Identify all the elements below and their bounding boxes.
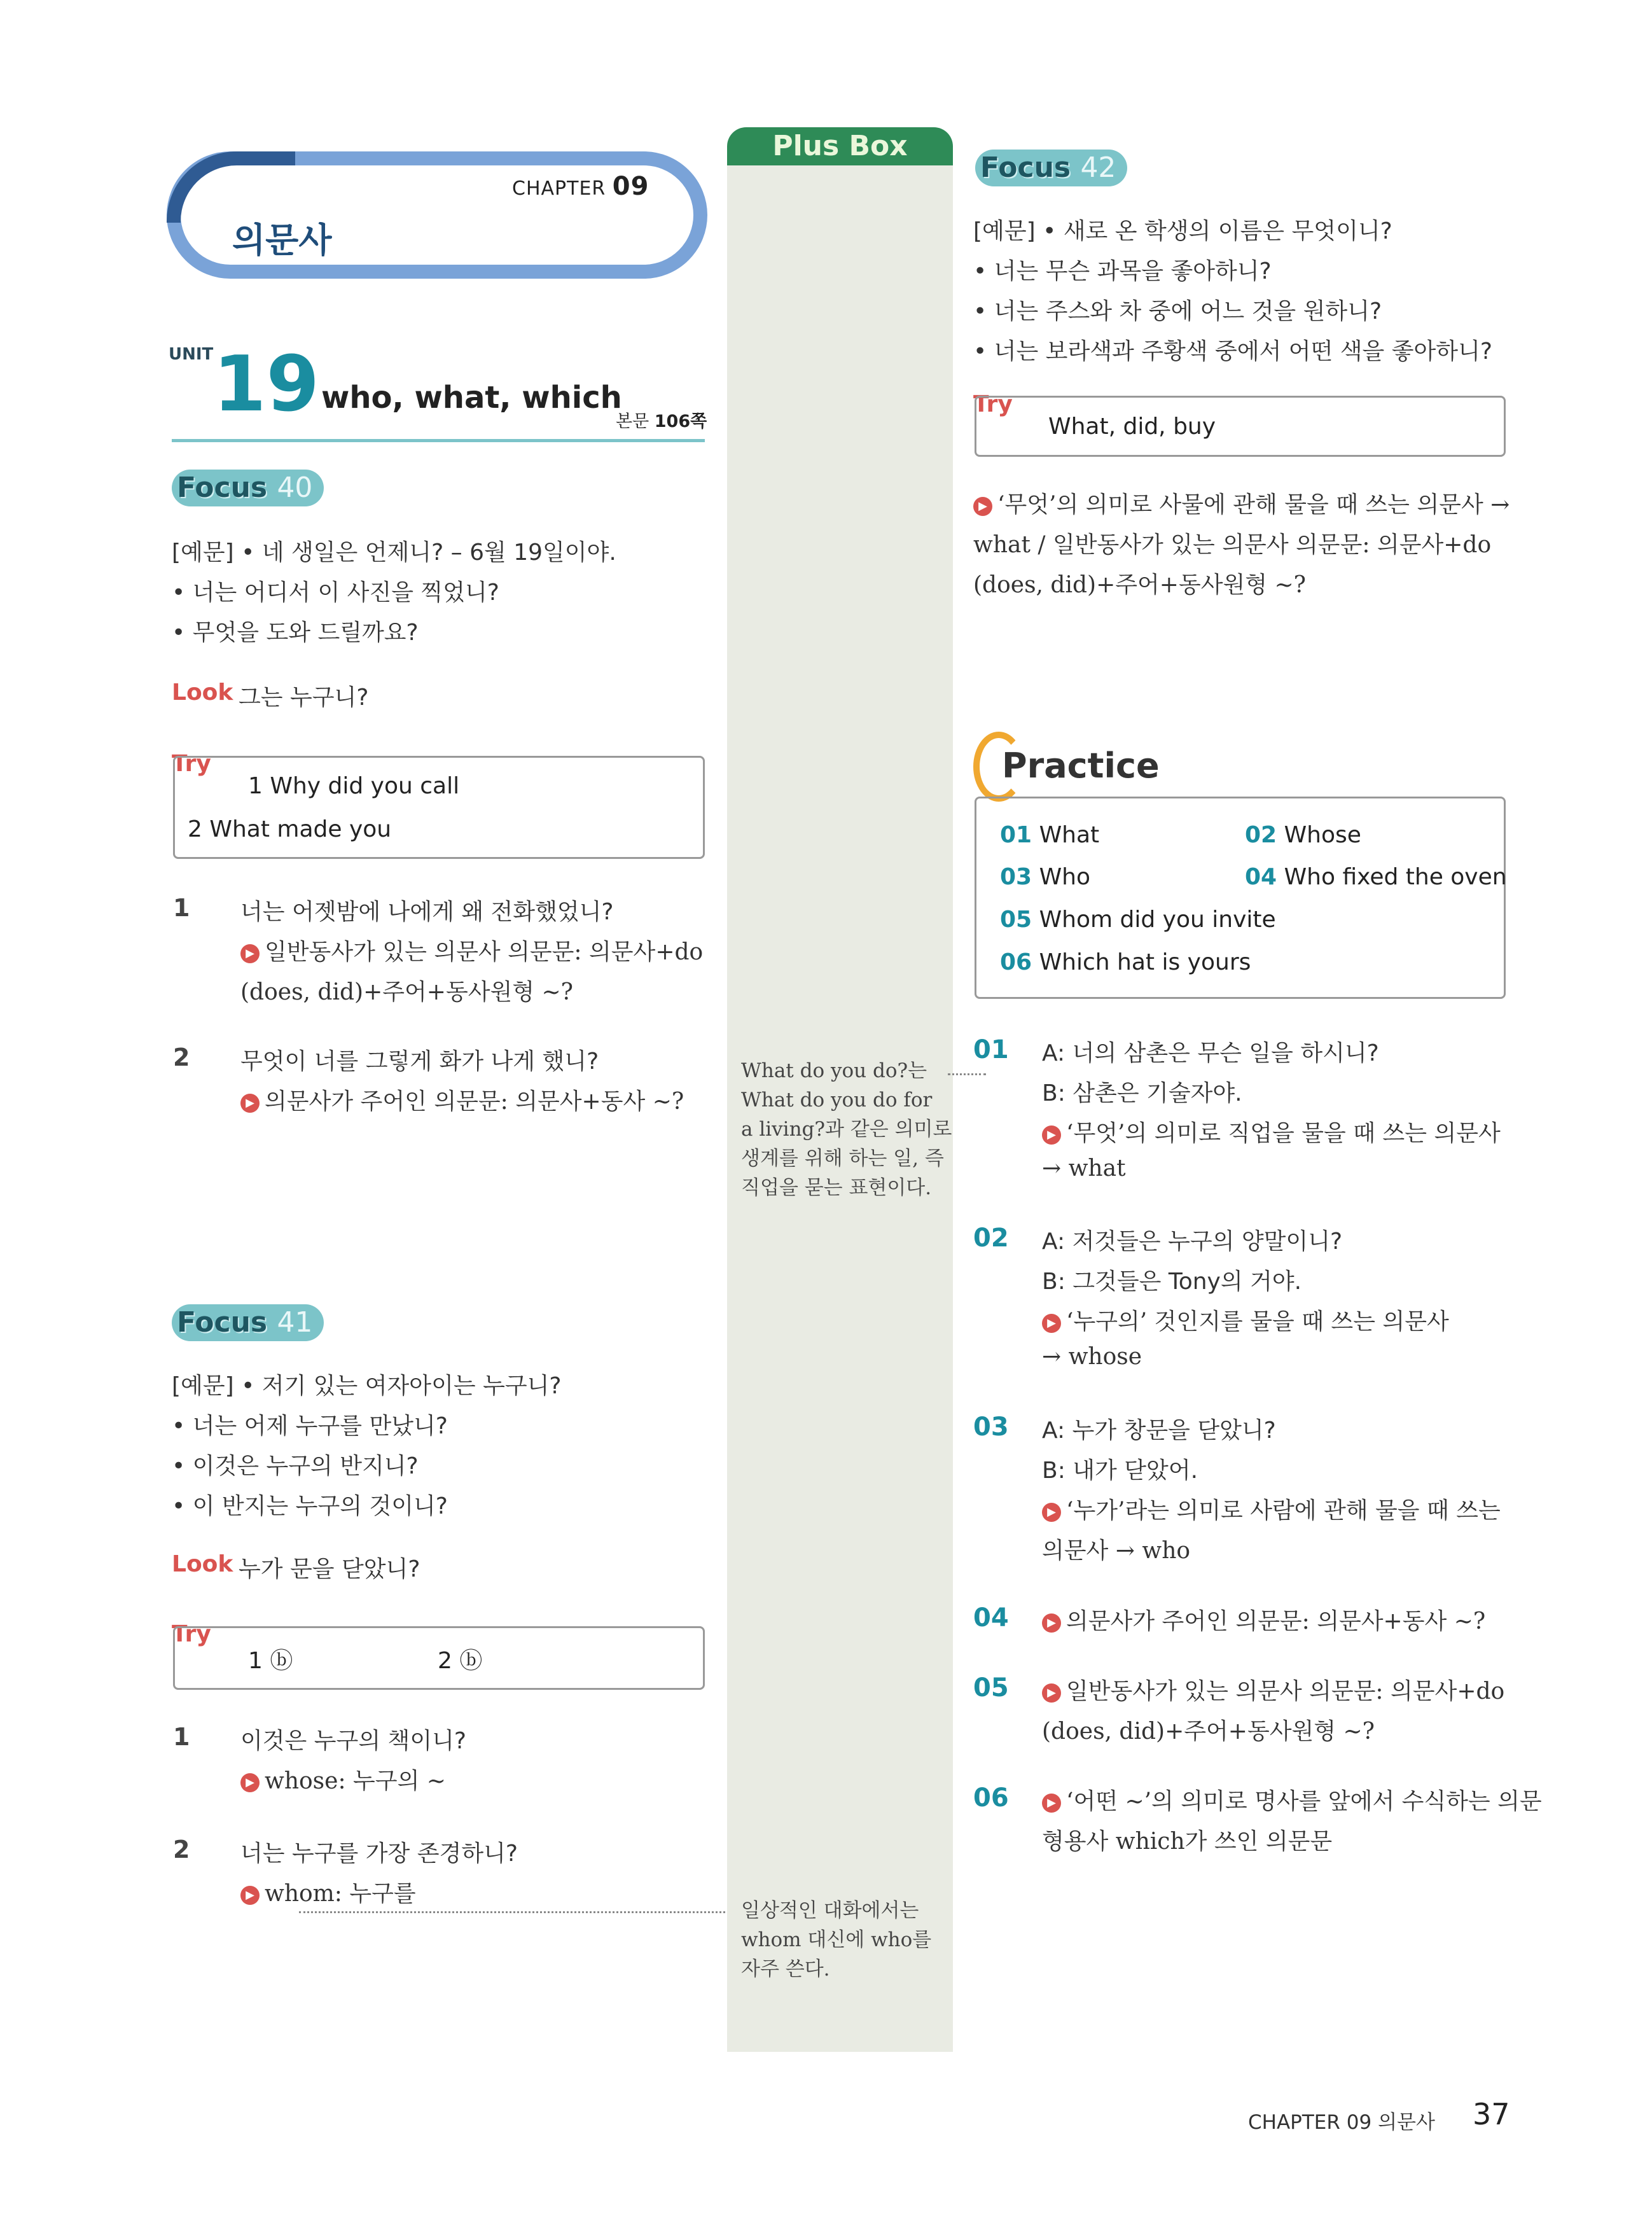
focus-41-example-3: • 이것은 누구의 반지니? — [172, 1453, 419, 1479]
unit-number: 19 — [213, 340, 319, 429]
focus-42-example-4: • 너는 보라색과 주황색 중에서 어떤 색을 좋아하니? — [973, 338, 1492, 365]
explanation-02-line-2: B: 그것들은 Tony의 거야. — [1042, 1269, 1302, 1295]
unit-underline — [172, 439, 705, 442]
explanation-04-line-1: ▶ 의문사가 주어인 의문문: 의문사+동사 ~? — [1042, 1603, 1485, 1636]
focus-41-item-2-question: 너는 누구를 가장 존경하니? — [240, 1841, 518, 1867]
focus-42-note-3: (does, did)+주어+동사원형 ~? — [973, 572, 1306, 598]
explanation-03-line-1: A: 누가 창문을 닫았니? — [1042, 1418, 1276, 1444]
explanation-02-line-3: ▶ ‘누구의’ 것인지를 물을 때 쓰는 의문사 — [1042, 1304, 1449, 1336]
focus-42-try-text: What, did, buy — [1048, 414, 1216, 440]
focus-40-try-2: 2 What made you — [188, 816, 392, 842]
explanation-03-line-3: ▶ ‘누가’라는 의미로 사람에 관해 물을 때 쓰는 — [1042, 1493, 1501, 1525]
focus-41-example-2: • 너는 어제 누구를 만났니? — [172, 1413, 448, 1439]
focus-41-try-2: 2 ⓑ — [438, 1648, 483, 1674]
focus-41-tag: Focus 41 — [172, 1304, 324, 1341]
focus-41-item-1-note: ▶ whose: 누구의 ~ — [240, 1763, 446, 1795]
arrow-icon: ▶ — [1042, 1314, 1061, 1333]
focus-41-item-1-number: 1 — [173, 1723, 190, 1751]
focus-40-example-3: • 무엇을 도와 드릴까요? — [172, 620, 419, 646]
focus-40-try-box — [173, 756, 705, 859]
arrow-icon: ▶ — [1042, 1125, 1061, 1145]
focus-41-look-text: 누가 문을 닫았니? — [239, 1556, 420, 1582]
focus-40-tag: Focus 40 — [172, 470, 324, 506]
explanation-02-number: 02 — [973, 1223, 1009, 1253]
plus-note-1-connector — [948, 1073, 986, 1075]
focus-40-try-1: 1 Why did you call — [248, 773, 460, 799]
explanation-01-line-4: → what — [1042, 1155, 1126, 1181]
arrow-icon: ▶ — [1042, 1613, 1061, 1633]
explanation-05-line-2: (does, did)+주어+동사원형 ~? — [1042, 1718, 1375, 1745]
explanation-02-line-1: A: 저것들은 누구의 양말이니? — [1042, 1229, 1343, 1255]
focus-41-item-1-question: 이것은 누구의 책이니? — [240, 1728, 466, 1754]
practice-answer-04: 04 Who fixed the oven — [1245, 864, 1507, 890]
focus-40-item-2-number: 2 — [173, 1043, 190, 1071]
focus-42-tag: Focus 42 — [975, 150, 1127, 186]
arrow-icon: ▶ — [240, 1094, 260, 1113]
explanation-01-line-3: ▶ ‘무엇’의 의미로 직업을 물을 때 쓰는 의문사 — [1042, 1115, 1501, 1148]
focus-40-look-label: Look — [172, 679, 233, 706]
arrow-icon: ▶ — [1042, 1503, 1061, 1522]
whom-note-connector — [299, 1911, 725, 1913]
practice-answer-03: 03 Who — [1000, 864, 1090, 890]
focus-42-example-3: • 너는 주스와 차 중에 어느 것을 원하니? — [973, 298, 1382, 324]
focus-41-try-label: Try — [172, 1621, 211, 1647]
focus-40-item-1-note: ▶ 일반동사가 있는 의문사 의문문: 의문사+do — [240, 934, 703, 966]
explanation-06-line-1: ▶ ‘어떤 ~’의 의미로 명사를 앞에서 수식하는 의문 — [1042, 1783, 1542, 1816]
explanation-05-number: 05 — [973, 1673, 1009, 1703]
arrow-icon: ▶ — [1042, 1794, 1061, 1813]
unit-page-ref: 본문 106쪽 — [616, 412, 707, 431]
focus-42-note-2: what / 일반동사가 있는 의문사 의문문: 의문사+do — [973, 532, 1492, 558]
footer-page-number: 37 — [1473, 2097, 1510, 2131]
focus-40-item-2-question: 무엇이 너를 그렇게 화가 나게 했니? — [240, 1049, 599, 1075]
practice-answer-02: 02 Whose — [1245, 822, 1361, 848]
focus-41-item-2-note: ▶ whom: 누구를 — [240, 1876, 416, 1908]
practice-answer-06: 06 Which hat is yours — [1000, 949, 1251, 975]
explanation-02-line-4: → whose — [1042, 1344, 1142, 1370]
focus-40-try-label: Try — [172, 751, 211, 777]
plus-note-1: What do you do?는 What do you do for a living?과 같은 의미로 생계를 위해 하는 일, 즉 직업을 묻는 표현이다. — [741, 1059, 952, 1199]
arrow-icon: ▶ — [1042, 1683, 1061, 1703]
focus-40-item-1-note-cont: (does, did)+주어+동사원형 ~? — [240, 979, 573, 1005]
focus-42-note-1: ▶ ‘무엇’의 의미로 사물에 관해 물을 때 쓰는 의문사 → — [973, 487, 1510, 519]
explanation-03-line-4: 의문사 → who — [1042, 1538, 1191, 1564]
focus-40-look-text: 그는 누구니? — [239, 685, 369, 711]
practice-answer-01: 01 What — [1000, 822, 1100, 848]
arrow-icon: ▶ — [973, 497, 992, 516]
footer-chapter: CHAPTER 09 의문사 — [1248, 2111, 1435, 2134]
focus-42-example-1: [예문] • 새로 온 학생의 이름은 무엇이니? — [973, 218, 1392, 244]
chapter-title: 의문사 — [232, 220, 332, 260]
focus-42-try-label: Try — [973, 391, 1013, 417]
focus-42-example-2: • 너는 무슨 과목을 좋아하니? — [973, 258, 1272, 284]
plus-note-2: 일상적인 대화에서는 whom 대신에 who를 자주 쓴다. — [741, 1899, 932, 1981]
focus-41-example-1: [예문] • 저기 있는 여자아이는 누구니? — [172, 1373, 562, 1399]
unit-title: who, what, which — [321, 380, 622, 415]
focus-40-item-1-question: 너는 어젯밤에 나에게 왜 전화했었니? — [240, 899, 614, 925]
focus-41-try-1: 1 ⓑ — [248, 1648, 293, 1674]
chapter-label: CHAPTER 09 — [512, 172, 649, 201]
explanation-01-number: 01 — [973, 1035, 1009, 1064]
focus-40-item-2-note: ▶ 의문사가 주어인 의문문: 의문사+동사 ~? — [240, 1084, 684, 1116]
practice-title: Practice — [1002, 746, 1160, 786]
focus-41-look-label: Look — [172, 1551, 233, 1577]
arrow-icon: ▶ — [240, 1886, 260, 1905]
explanation-03-line-2: B: 내가 닫았어. — [1042, 1458, 1198, 1484]
focus-41-item-2-number: 2 — [173, 1836, 190, 1864]
explanation-01-line-2: B: 삼촌은 기술자야. — [1042, 1080, 1242, 1106]
plus-box-title: Plus Box — [727, 127, 953, 165]
explanation-04-number: 04 — [973, 1603, 1009, 1633]
explanation-05-line-1: ▶ 일반동사가 있는 의문사 의문문: 의문사+do — [1042, 1673, 1504, 1706]
explanation-03-number: 03 — [973, 1412, 1009, 1442]
practice-answer-05: 05 Whom did you invite — [1000, 907, 1276, 933]
explanation-06-line-2: 형용사 which가 쓰인 의문문 — [1042, 1829, 1333, 1855]
focus-40-item-1-number: 1 — [173, 894, 190, 922]
focus-41-example-4: • 이 반지는 누구의 것이니? — [172, 1493, 448, 1519]
explanation-01-line-1: A: 너의 삼촌은 무슨 일을 하시니? — [1042, 1040, 1379, 1066]
focus-40-example-1: [예문] • 네 생일은 언제니? – 6월 19일이야. — [172, 540, 616, 566]
explanation-06-number: 06 — [973, 1783, 1009, 1813]
focus-40-example-2: • 너는 어디서 이 사진을 찍었니? — [172, 580, 499, 606]
unit-label: UNIT — [169, 345, 214, 364]
arrow-icon: ▶ — [240, 944, 260, 963]
arrow-icon: ▶ — [240, 1773, 260, 1792]
